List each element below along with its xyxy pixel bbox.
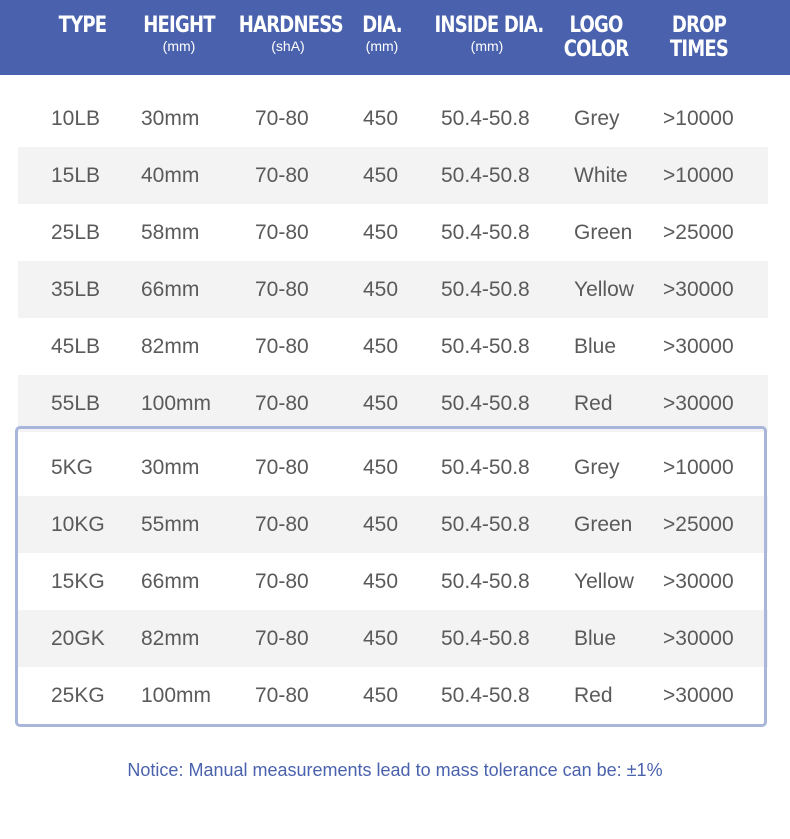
cell-height: 40mm xyxy=(141,164,200,187)
table-row xyxy=(18,318,768,375)
cell-hardness: 70-80 xyxy=(255,684,309,707)
cell-hardness: 70-80 xyxy=(255,164,309,187)
tolerance-notice: Notice: Manual measurements lead to mass tolerance can be: ±1% xyxy=(127,760,663,780)
cell-height: 66mm xyxy=(141,570,200,593)
cell-dia: 450 xyxy=(363,221,399,244)
cell-logo-color: White xyxy=(574,164,628,187)
cell-height: 66mm xyxy=(141,278,200,301)
cell-inside-dia: 50.4-50.8 xyxy=(441,164,530,187)
cell-type: 20GK xyxy=(51,627,105,650)
cell-dia: 450 xyxy=(363,164,399,187)
cell-drop-times: >30000 xyxy=(663,335,734,358)
table-row xyxy=(18,496,768,553)
cell-logo-color: Red xyxy=(574,684,613,707)
cell-logo-color: Yellow xyxy=(574,570,634,593)
header-inside-dia-unit: (mm) xyxy=(470,38,504,54)
cell-dia: 450 xyxy=(363,278,399,301)
header-type xyxy=(45,14,120,38)
cell-type: 15LB xyxy=(51,164,101,187)
table-row xyxy=(18,375,768,432)
cell-type: 45LB xyxy=(51,335,101,358)
cell-inside-dia: 50.4-50.8 xyxy=(441,684,530,707)
cell-inside-dia: 50.4-50.8 xyxy=(441,627,530,650)
cell-hardness: 70-80 xyxy=(255,107,309,130)
cell-logo-color: Blue xyxy=(574,627,617,650)
cell-logo-color: Yellow xyxy=(574,278,634,301)
header-hardness xyxy=(228,14,348,53)
cell-height: 82mm xyxy=(141,627,200,650)
cell-hardness: 70-80 xyxy=(255,221,309,244)
cell-height: 100mm xyxy=(141,392,212,415)
cell-inside-dia: 50.4-50.8 xyxy=(441,278,530,301)
cell-logo-color: Green xyxy=(574,513,633,536)
cell-logo-color: Blue xyxy=(574,335,617,358)
table-row xyxy=(18,610,768,667)
cell-type: 35LB xyxy=(51,278,101,301)
cell-type: 25KG xyxy=(51,684,105,707)
cell-inside-dia: 50.4-50.8 xyxy=(441,335,530,358)
table-row xyxy=(18,261,768,318)
cell-logo-color: Grey xyxy=(574,456,620,479)
header-hardness-label: HARDNESS xyxy=(238,13,343,38)
cell-inside-dia: 50.4-50.8 xyxy=(441,513,530,536)
cell-height: 100mm xyxy=(141,684,212,707)
table-header xyxy=(0,0,790,75)
header-height-label: HEIGHT xyxy=(143,13,215,38)
cell-inside-dia: 50.4-50.8 xyxy=(441,107,530,130)
cell-type: 25LB xyxy=(51,221,101,244)
cell-type: 55LB xyxy=(51,392,101,415)
cell-inside-dia: 50.4-50.8 xyxy=(441,392,530,415)
cell-dia: 450 xyxy=(363,570,399,593)
cell-hardness: 70-80 xyxy=(255,513,309,536)
table-row xyxy=(18,204,768,261)
header-inside-dia xyxy=(423,14,551,53)
cell-hardness: 70-80 xyxy=(255,392,309,415)
cell-inside-dia: 50.4-50.8 xyxy=(441,456,530,479)
header-dia-unit: (mm) xyxy=(365,38,399,54)
cell-inside-dia: 50.4-50.8 xyxy=(441,570,530,593)
header-drop-times xyxy=(660,14,738,62)
header-dia xyxy=(352,14,412,53)
cell-hardness: 70-80 xyxy=(255,627,309,650)
table-row xyxy=(18,667,768,724)
cell-inside-dia: 50.4-50.8 xyxy=(441,221,530,244)
header-logo-color xyxy=(556,14,636,62)
cell-dia: 450 xyxy=(363,513,399,536)
cell-height: 55mm xyxy=(141,513,200,536)
cell-dia: 450 xyxy=(363,335,399,358)
cell-hardness: 70-80 xyxy=(255,570,309,593)
header-logo-color-label: LOGO COLOR xyxy=(563,13,629,62)
header-height xyxy=(135,14,223,53)
cell-dia: 450 xyxy=(363,684,399,707)
cell-drop-times: >25000 xyxy=(663,513,734,536)
cell-type: 10LB xyxy=(51,107,101,130)
cell-hardness: 70-80 xyxy=(255,335,309,358)
cell-drop-times: >30000 xyxy=(663,570,734,593)
cell-logo-color: Red xyxy=(574,392,613,415)
cell-drop-times: >30000 xyxy=(663,627,734,650)
cell-logo-color: Grey xyxy=(574,107,620,130)
cell-height: 30mm xyxy=(141,456,200,479)
table-row xyxy=(18,147,768,204)
cell-type: 5KG xyxy=(51,456,94,479)
cell-drop-times: >30000 xyxy=(663,684,734,707)
header-drop-times-label: DROP TIMES xyxy=(669,13,729,62)
table-row xyxy=(18,90,768,147)
cell-dia: 450 xyxy=(363,392,399,415)
cell-drop-times: >30000 xyxy=(663,392,734,415)
cell-logo-color: Green xyxy=(574,221,633,244)
cell-type: 15KG xyxy=(51,570,105,593)
cell-height: 30mm xyxy=(141,107,200,130)
header-dia-label: DIA. xyxy=(362,13,402,38)
cell-drop-times: >10000 xyxy=(663,164,734,187)
cell-hardness: 70-80 xyxy=(255,278,309,301)
cell-drop-times: >10000 xyxy=(663,456,734,479)
header-height-unit: (mm) xyxy=(162,38,196,54)
cell-height: 82mm xyxy=(141,335,200,358)
cell-drop-times: >25000 xyxy=(663,221,734,244)
cell-dia: 450 xyxy=(363,107,399,130)
cell-drop-times: >30000 xyxy=(663,278,734,301)
table-row xyxy=(18,553,768,610)
cell-drop-times: >10000 xyxy=(663,107,734,130)
header-hardness-unit: (shA) xyxy=(271,38,305,54)
header-inside-dia-label: INSIDE DIA. xyxy=(434,13,544,38)
cell-hardness: 70-80 xyxy=(255,456,309,479)
cell-dia: 450 xyxy=(363,627,399,650)
cell-height: 58mm xyxy=(141,221,200,244)
header-type-label: TYPE xyxy=(58,13,107,38)
table-row xyxy=(18,439,768,496)
cell-type: 10KG xyxy=(51,513,105,536)
cell-dia: 450 xyxy=(363,456,399,479)
